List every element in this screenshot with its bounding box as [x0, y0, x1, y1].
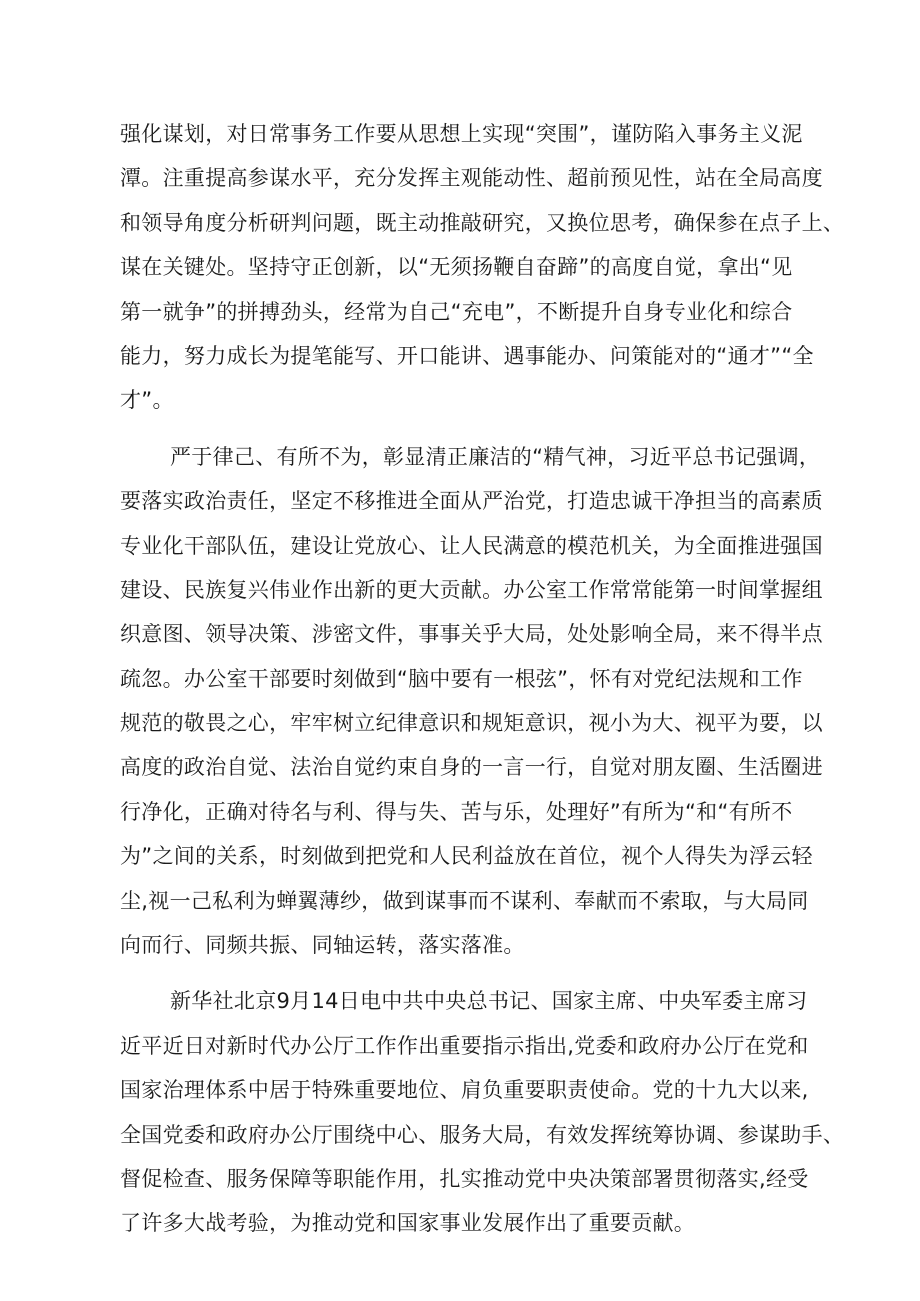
- text-line: 规范的敬畏之心，牢牢树立纪律意识和规矩意识，视小为大、视平为要，以: [120, 711, 823, 736]
- document-body: [120, 112, 845, 1246]
- text-line: 新华社北京9月14日电中共中央总书记、国家主席、中央军委主席习: [170, 989, 808, 1014]
- text-line: 近平近日对新时代办公厅工作作出重要指示指出,党委和政府办公厅在党和: [120, 1033, 809, 1058]
- text-line: 和领导角度分析研判问题，既主动推敲研究，又换位思考，确保参在点子上、: [120, 210, 845, 235]
- text-line: 了许多大战考验，为推动党和国家事业发展作出了重要贡献。: [120, 1211, 696, 1236]
- text-line: 专业化干部队伍，建设让党放心、让人民满意的模范机关，为全面推进强国: [120, 533, 823, 558]
- text-line: 能力，努力成长为提笔能写、开口能讲、遇事能办、问策能对的“通才”“全: [120, 343, 814, 368]
- paragraph-2: [120, 435, 823, 968]
- text-line: 潭。注重提高参谋水平，充分发挥主观能动性、超前预见性，站在全局高度: [120, 166, 823, 191]
- text-line: 严于律己、有所不为，彰显清正廉洁的“精气神，习近平总书记强调，: [170, 444, 821, 469]
- paragraph-spacer: [120, 423, 808, 435]
- text-line: 第一就争”的拼搏劲头，经常为自己“充电”，不断提升自身专业化和综合: [120, 299, 793, 324]
- text-line: 为”之间的关系，时刻做到把党和人民利益放在首位，视个人得失为浮云轻: [120, 844, 813, 869]
- text-line: 建设、民族复兴伟业作出新的更大贡献。办公室工作常常能第一时间掌握组: [120, 577, 823, 602]
- text-line: 谋在关键处。坚持守正创新，以“无须扬鞭自奋蹄”的高度自觉，拿出“见: [120, 255, 793, 280]
- text-line: 疏忽。办公室干部要时刻做到“脑中要有一根弦”，怀有对党纪法规和工作: [120, 666, 803, 691]
- paragraph-1: [120, 112, 845, 423]
- text-line: 尘,视一己私利为蝉翼薄纱，做到谋事而不谋利、奉献而不索取，与大局同: [120, 888, 809, 913]
- text-line: 国家治理体系中居于特殊重要地位、肩负重要职责使命。党的十九大以来,: [120, 1078, 809, 1103]
- text-line: 向而行、同频共振、同轴运转，落实落准。: [120, 933, 525, 958]
- text-line: 全国党委和政府办公厅围绕中心、服务大局，有效发挥统筹协调、参谋助手、: [120, 1122, 845, 1147]
- text-line: 强化谋划，对日常事务工作要从思想上实现“突围”，谨防陷入事务主义泥: [120, 122, 803, 146]
- text-line: 行净化，正确对待名与利、得与失、苦与乐，处理好”有所为“和“有所不: [120, 799, 793, 824]
- text-line: 要落实政治责任，坚定不移推进全面从严治党，打造忠诚干净担当的高素质: [120, 489, 823, 514]
- text-line: 督促检查、服务保障等职能作用，扎实推动党中央决策部署贯彻落实,经受: [120, 1166, 809, 1191]
- paragraph-3: [120, 979, 845, 1245]
- text-line: 才”。: [120, 388, 174, 413]
- text-line: 高度的政治自觉、法治自觉约束自身的一言一行，自觉对朋友圈、生活圈进: [120, 755, 823, 780]
- paragraph-spacer: [120, 967, 808, 979]
- text-line: 织意图、领导决策、涉密文件，事事关乎大局，处处影响全局，来不得半点: [120, 622, 823, 647]
